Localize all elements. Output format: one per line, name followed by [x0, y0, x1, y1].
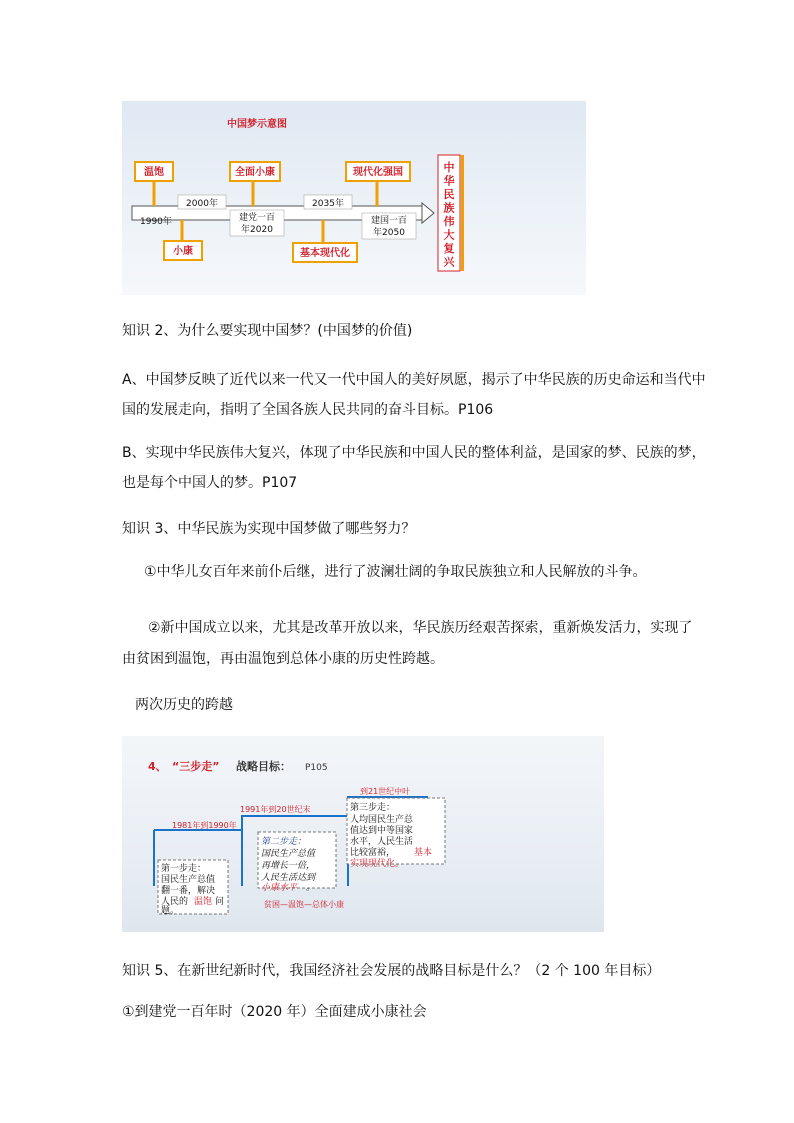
step2-line3: 人民生活达到: [261, 873, 316, 883]
step1-line4: 题。: [161, 906, 180, 916]
step1-line1: 国民生产总值: [161, 875, 216, 885]
step3-line1: 人均国民生产总: [350, 815, 414, 825]
vertical-char: 大: [443, 228, 455, 242]
knowledge2-a-line2: 国的发展走向，指明了全国各族人民共同的奋斗目标。P106: [122, 402, 494, 418]
box-xiandaihua-label: 现代化强国: [353, 167, 403, 178]
step3-period: 到21世纪中叶: [360, 787, 411, 796]
knowledge2-b-line1: B、实现中华民族伟大复兴，体现了中华民族和中国人民的整体利益，是国家的梦、民族的梦，: [122, 445, 706, 461]
knowledge3-p2-line2: 由贫困到温饱，再由温饱到总体小康的历史性跨越。: [122, 651, 444, 667]
knowledge5-heading: 知识 5、在新世纪新时代，我国经济社会发展的战略目标是什么？（2 个 100 年目标）: [122, 963, 661, 979]
vertical-char: 伟: [443, 215, 455, 228]
china-dream-diagram: [122, 101, 586, 295]
vertical-char: 民: [443, 188, 455, 201]
knowledge3-p1: ①中华儿女百年来前仆后继，进行了波澜壮阔的争取民族独立和人民解放的斗争。: [144, 564, 647, 580]
steps-heading-text: 战略目标：: [236, 760, 291, 773]
three-steps-diagram: [122, 736, 604, 932]
steps-bottom-caption: 贫困—温饱—总体小康: [264, 900, 344, 909]
steps-heading-quote: “三步走”: [172, 760, 220, 773]
vertical-char: 华: [443, 174, 455, 188]
vertical-char: 族: [443, 201, 455, 215]
step1-line3-highlight: 温饱: [194, 897, 213, 907]
step3-line3: 水平，人民生活: [350, 837, 414, 847]
step2-line4b: 。: [306, 883, 316, 893]
box-wenbao-label: 温饱: [144, 167, 164, 178]
step2-line2: 再增长一倍，: [261, 861, 316, 871]
step1-line3b: 问: [215, 897, 225, 907]
china-dream-diagram-svg: [122, 101, 586, 295]
knowledge2-a-line1: A、中国梦反映了近代以来一代又一代中国人的美好夙愿，揭示了中华民族的历史命运和当代中: [122, 372, 706, 388]
step3-title: 第三步走：: [350, 803, 396, 813]
step2-line4-highlight: 小康水平: [261, 883, 298, 893]
step3-line4a: 比较富裕，: [350, 848, 396, 858]
label-party-2: 年2020: [241, 225, 273, 235]
vertical-box-edge: [461, 155, 464, 271]
label-party-1: 建党一百: [238, 213, 276, 223]
steps-heading-page: P105: [305, 763, 328, 773]
label-nation-2: 年2050: [373, 228, 405, 238]
steps-heading-num: 4、: [148, 760, 167, 773]
label-2035: 2035年: [312, 199, 344, 209]
knowledge2-b-line2: 也是每个中国人的梦。P107: [122, 475, 298, 491]
three-steps-svg: [122, 736, 604, 932]
step3-line4-highlight: 基本: [414, 848, 433, 858]
knowledge5-item1: ①到建党一百年时（2020 年）全面建成小康社会: [122, 1004, 427, 1020]
vertical-char: 复: [443, 242, 455, 255]
label-1990: 1990年: [140, 217, 172, 227]
label-nation-1: 建国一百: [370, 216, 408, 226]
step1-line2: 翻一番，解决: [161, 886, 216, 896]
step3-line5-highlight: 实现现代化。: [350, 859, 405, 869]
box-quanmian-label: 全面小康: [235, 167, 275, 178]
box-jiben-label: 基本现代化: [300, 248, 350, 259]
step3-line2: 值达到中等国家: [350, 826, 414, 836]
label-2000: 2000年: [186, 199, 218, 209]
step1-period: 1981年到1990年: [172, 821, 237, 830]
vertical-char: 兴: [443, 255, 455, 269]
vertical-char: 中: [443, 161, 455, 174]
step1-title: 第一步走：: [161, 864, 207, 874]
box-xiaokang-label: 小康: [173, 246, 193, 257]
diagram-title: 中国梦示意图: [227, 119, 287, 130]
step2-period: 1991年到20世纪末: [240, 805, 311, 814]
knowledge3-p2-line1: ②新中国成立以来，尤其是改革开放以来，华民族历经艰苦探索，重新焕发活力，实现了: [148, 620, 693, 636]
step2-title: 第二步走：: [261, 837, 307, 847]
timeline-arrow: [422, 203, 434, 223]
knowledge3-p3: 两次历史的跨越: [135, 697, 233, 713]
step2-line1: 国民生产总值: [261, 849, 316, 859]
knowledge2-heading: 知识 2、为什么要实现中国梦？(中国梦的价值): [122, 323, 413, 339]
vertical-text: [443, 160, 456, 269]
knowledge3-heading: 知识 3、中华民族为实现中国梦做了哪些努力？: [122, 521, 416, 537]
step1-line3a: 人民的: [161, 897, 189, 907]
